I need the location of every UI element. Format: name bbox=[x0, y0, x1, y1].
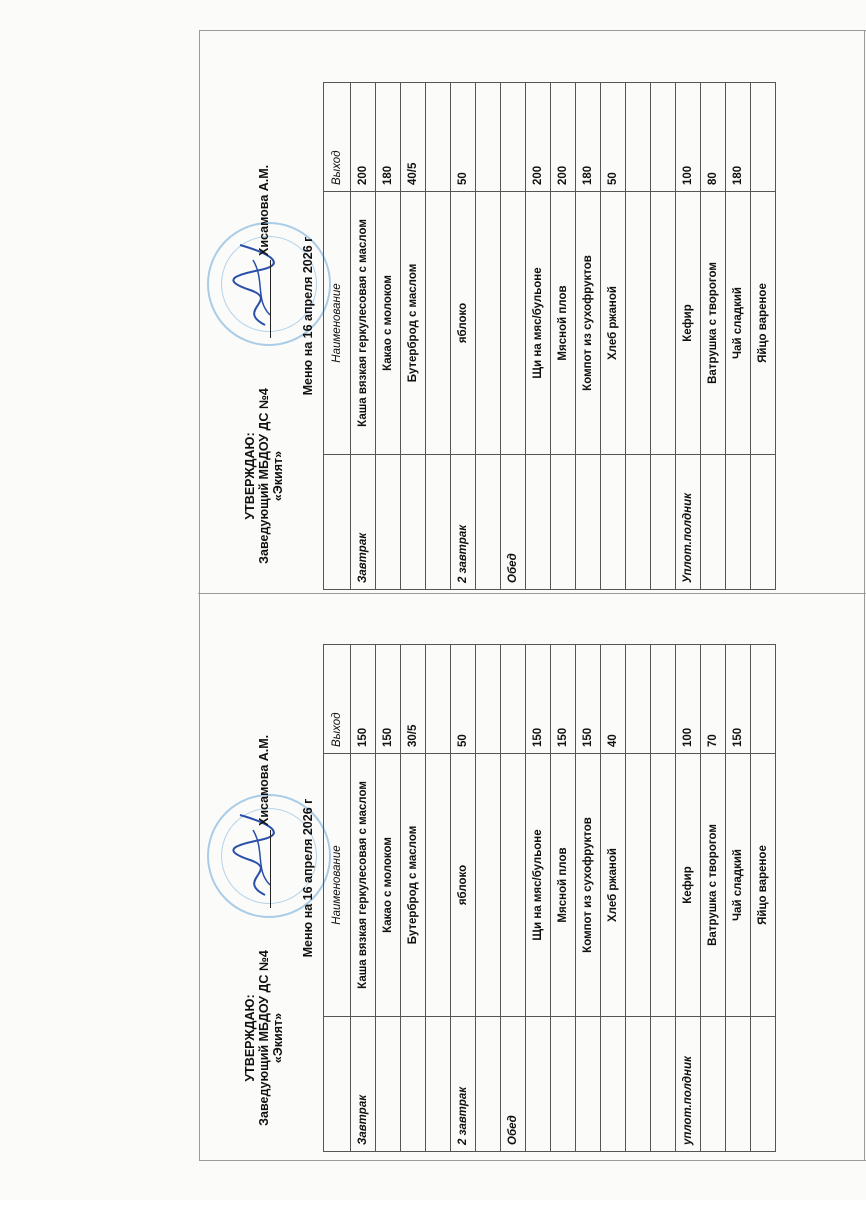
table-row bbox=[726, 645, 751, 1152]
meal-cell: Завтрак bbox=[351, 455, 376, 590]
table-row bbox=[701, 645, 726, 1152]
column-output: Выход bbox=[324, 645, 351, 754]
approve-heading: УТВЕРЖДАЮ: bbox=[243, 432, 257, 520]
dish-cell: Какао с молоком bbox=[376, 754, 401, 1017]
table-row bbox=[476, 645, 501, 1152]
right-frame-line bbox=[864, 30, 865, 1160]
dish-cell: Чай сладкий bbox=[726, 192, 751, 455]
output-cell bbox=[626, 83, 651, 192]
output-cell bbox=[651, 645, 676, 754]
signer-line bbox=[257, 165, 271, 338]
output-cell: 150 bbox=[351, 645, 376, 754]
output-cell bbox=[476, 83, 501, 192]
dish-cell: Какао с молоком bbox=[376, 192, 401, 455]
meal-cell: 2 завтрак bbox=[451, 455, 476, 590]
dish-cell: Мясной плов bbox=[551, 754, 576, 1017]
dish-cell: Хлеб ржаной bbox=[601, 192, 626, 455]
signature bbox=[225, 240, 285, 330]
output-cell bbox=[626, 645, 651, 754]
top-frame-line bbox=[199, 30, 866, 31]
dish-cell: Бутерброд с маслом bbox=[401, 754, 426, 1017]
column-dish: Наименование bbox=[324, 192, 351, 455]
output-cell: 200 bbox=[351, 83, 376, 192]
output-cell: 150 bbox=[576, 645, 601, 754]
meal-cell: уплот.полдник bbox=[676, 1017, 701, 1152]
output-cell: 180 bbox=[726, 83, 751, 192]
meal-cell: 2 завтрак bbox=[451, 1017, 476, 1152]
dish-cell: Ватрушка с творогом bbox=[701, 192, 726, 455]
table-row bbox=[626, 645, 651, 1152]
output-cell: 70 bbox=[701, 645, 726, 754]
approve-org: «Экият» bbox=[271, 1012, 285, 1064]
menu-card-older bbox=[215, 36, 775, 656]
table-header-row bbox=[324, 83, 351, 590]
output-cell: 200 bbox=[551, 83, 576, 192]
table-row bbox=[551, 645, 576, 1152]
meal-cell bbox=[726, 1017, 751, 1152]
column-meal bbox=[324, 1017, 351, 1152]
table-row bbox=[351, 645, 376, 1152]
meal-cell bbox=[751, 1017, 776, 1152]
table-row bbox=[426, 83, 451, 590]
meal-cell bbox=[701, 1017, 726, 1152]
meal-cell bbox=[426, 1017, 451, 1152]
dish-cell bbox=[426, 192, 451, 455]
signature-blank bbox=[270, 260, 271, 338]
output-cell: 200 bbox=[526, 83, 551, 192]
output-cell: 150 bbox=[551, 645, 576, 754]
meal-cell bbox=[651, 455, 676, 590]
menu-table bbox=[323, 82, 776, 590]
table-row bbox=[376, 645, 401, 1152]
meal-cell bbox=[551, 1017, 576, 1152]
approve-position: Заведующий МБДОУ ДС №4 bbox=[257, 950, 271, 1126]
table-row bbox=[501, 645, 526, 1152]
dish-cell: Ватрушка с творогом bbox=[701, 754, 726, 1017]
table-row bbox=[751, 645, 776, 1152]
output-cell: 50 bbox=[451, 83, 476, 192]
table-row bbox=[626, 83, 651, 590]
output-cell bbox=[476, 645, 501, 754]
dish-cell bbox=[626, 192, 651, 455]
table-row bbox=[501, 83, 526, 590]
dish-cell: Мясной плов bbox=[551, 192, 576, 455]
dish-cell: Чай сладкий bbox=[726, 754, 751, 1017]
dish-cell: Щи на мяс/бульоне bbox=[526, 754, 551, 1017]
meal-cell bbox=[526, 455, 551, 590]
table-row bbox=[576, 645, 601, 1152]
table-row bbox=[676, 645, 701, 1152]
dish-cell: яблоко bbox=[451, 192, 476, 455]
dish-cell bbox=[426, 754, 451, 1017]
output-cell: 100 bbox=[676, 83, 701, 192]
meal-cell bbox=[551, 455, 576, 590]
output-cell: 50 bbox=[451, 645, 476, 754]
output-cell: 80 bbox=[701, 83, 726, 192]
table-row bbox=[451, 645, 476, 1152]
column-output: Выход bbox=[324, 83, 351, 192]
approve-block bbox=[243, 356, 285, 596]
table-row bbox=[351, 83, 376, 590]
table-row bbox=[401, 83, 426, 590]
output-cell bbox=[501, 645, 526, 754]
table-row bbox=[601, 645, 626, 1152]
meal-cell: Обед bbox=[501, 1017, 526, 1152]
table-header-row bbox=[324, 645, 351, 1152]
signer-name: Хисамова А.М. bbox=[257, 734, 271, 826]
dish-cell: Каша вязкая геркулесовая с маслом bbox=[351, 192, 376, 455]
table-row bbox=[401, 645, 426, 1152]
output-cell: 100 bbox=[676, 645, 701, 754]
meal-cell bbox=[701, 455, 726, 590]
dish-cell: Бутерброд с маслом bbox=[401, 192, 426, 455]
meal-cell bbox=[376, 455, 401, 590]
output-cell bbox=[751, 645, 776, 754]
meal-cell: Завтрак bbox=[351, 1017, 376, 1152]
signer-line bbox=[257, 735, 271, 908]
dish-cell: Кефир bbox=[676, 754, 701, 1017]
dish-cell: яблоко bbox=[451, 754, 476, 1017]
output-cell bbox=[501, 83, 526, 192]
table-row bbox=[726, 83, 751, 590]
meal-cell bbox=[576, 1017, 601, 1152]
meal-cell bbox=[601, 1017, 626, 1152]
dish-cell bbox=[651, 754, 676, 1017]
meal-cell bbox=[626, 455, 651, 590]
column-meal bbox=[324, 455, 351, 590]
table-row bbox=[701, 83, 726, 590]
dish-cell: Кефир bbox=[676, 192, 701, 455]
meal-cell bbox=[476, 1017, 501, 1152]
dish-cell bbox=[501, 192, 526, 455]
meal-cell bbox=[526, 1017, 551, 1152]
table-row bbox=[551, 83, 576, 590]
menu-title: Меню на 16 апреля 2026 г bbox=[301, 236, 315, 396]
dish-cell: Хлеб ржаной bbox=[601, 754, 626, 1017]
dish-cell: Яйцо вареное bbox=[751, 192, 776, 455]
signer-name: Хисамова А.М. bbox=[257, 164, 271, 256]
meal-cell: Уплот.полдник bbox=[676, 455, 701, 590]
output-cell: 40 bbox=[601, 645, 626, 754]
output-cell bbox=[426, 83, 451, 192]
meal-cell bbox=[401, 1017, 426, 1152]
approve-position: Заведующий МБДОУ ДС №4 bbox=[257, 388, 271, 564]
output-cell bbox=[426, 645, 451, 754]
dish-cell: Щи на мяс/бульоне bbox=[526, 192, 551, 455]
dish-cell: Компот из сухофруктов bbox=[576, 754, 601, 1017]
left-frame-line bbox=[199, 30, 200, 1160]
output-cell: 180 bbox=[376, 83, 401, 192]
meal-cell bbox=[426, 455, 451, 590]
table-row bbox=[426, 645, 451, 1152]
meal-cell bbox=[601, 455, 626, 590]
table-row bbox=[651, 83, 676, 590]
meal-cell bbox=[376, 1017, 401, 1152]
dish-cell bbox=[476, 754, 501, 1017]
dish-cell: Каша вязкая геркулесовая с маслом bbox=[351, 754, 376, 1017]
meal-cell bbox=[651, 1017, 676, 1152]
output-cell: 150 bbox=[726, 645, 751, 754]
table-row bbox=[526, 83, 551, 590]
output-cell: 150 bbox=[526, 645, 551, 754]
table-row bbox=[526, 645, 551, 1152]
meal-cell bbox=[726, 455, 751, 590]
table-row bbox=[476, 83, 501, 590]
table-row bbox=[576, 83, 601, 590]
approve-org: «Экият» bbox=[271, 450, 285, 502]
output-cell: 50 bbox=[601, 83, 626, 192]
meal-cell: Обед bbox=[501, 455, 526, 590]
meal-cell bbox=[476, 455, 501, 590]
meal-cell bbox=[626, 1017, 651, 1152]
approve-block bbox=[243, 918, 285, 1158]
menu-table bbox=[323, 644, 776, 1152]
menu-card-young bbox=[215, 598, 775, 1218]
output-cell: 150 bbox=[376, 645, 401, 754]
menu-title: Меню на 16 апреля 2026 г bbox=[301, 798, 315, 958]
meal-cell bbox=[576, 455, 601, 590]
dish-cell bbox=[476, 192, 501, 455]
table-row bbox=[676, 83, 701, 590]
table-row bbox=[751, 83, 776, 590]
column-dish: Наименование bbox=[324, 754, 351, 1017]
output-cell bbox=[751, 83, 776, 192]
dish-cell bbox=[651, 192, 676, 455]
meal-cell bbox=[401, 455, 426, 590]
output-cell: 30/5 bbox=[401, 645, 426, 754]
approve-heading: УТВЕРЖДАЮ: bbox=[243, 994, 257, 1082]
output-cell: 180 bbox=[576, 83, 601, 192]
dish-cell: Яйцо вареное bbox=[751, 754, 776, 1017]
dish-cell bbox=[501, 754, 526, 1017]
table-row bbox=[451, 83, 476, 590]
table-row bbox=[376, 83, 401, 590]
output-cell bbox=[651, 83, 676, 192]
dish-cell: Компот из сухофруктов bbox=[576, 192, 601, 455]
dish-cell bbox=[626, 754, 651, 1017]
output-cell: 40/5 bbox=[401, 83, 426, 192]
table-row bbox=[601, 83, 626, 590]
signature bbox=[225, 810, 285, 900]
table-row bbox=[651, 645, 676, 1152]
meal-cell bbox=[751, 455, 776, 590]
signature-blank bbox=[270, 830, 271, 908]
